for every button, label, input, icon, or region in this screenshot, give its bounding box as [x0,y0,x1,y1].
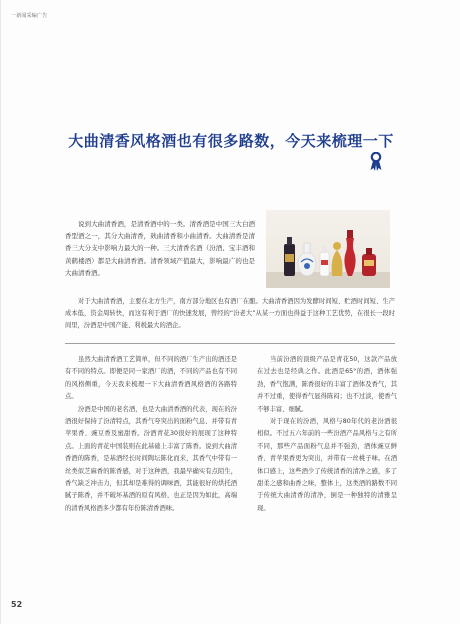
intro-text-block [65,218,255,279]
wide-paragraph: 对于大曲清香酒，主要在北方生产，南方部分地区也有酒厂在酿。大曲清香酒因为发酵时间短、贮酒时间短、生产成本低，资金周转快，而这有利于酒厂的快速发展，曾经的“汾老大”从某一方面也得益于这种工艺优势，在很长一段时间里，汾酒是中国产能、利税最大的酒企。 [65,298,395,330]
right-paragraph: 当前汾酒的顶级产品是青花50，这款产品放在过去也是经典之作。此酒是65°的酒，酒体强劲，香气饱满，陈香很好的丰富了酒体及香气，其并不过重，使得香气显得陈闷；也不过淡，使香气不够丰富、细腻。 [257,356,397,413]
liquor-bottles-photo [266,210,390,288]
right-paragraph: 对于现在的汾酒，风格与80年代的老汾酒很相似。不过五六年前的一些汾酒产品风格与之有所不同，那些产品面粉气息并不强劲，酒体豌豆鲜香、青苹果香更为突出，并带有一丝桃子味。在酒体口感上，这些酒少了传统清香的清净之感，多了甜柔之感和曲香之味，整体上，这类酒的路数不同于传统大曲清香的清净，倒是一种独特的清雅呈现。 [257,418,397,512]
page-number: 52 [11,600,23,609]
wide-text-block [65,296,395,333]
intro-paragraph: 说到大曲清香酒，是清香酒中的一类。清香酒是中国三大白酒香型酒之一，其分大曲清香，麸曲清香和小曲清香。大曲清香是清香三大分支中影响力最大的一种。三大清香名酒（汾酒、宝丰酒和黄鹤楼酒）都是大曲清香酒。清香领域产值最大，影响最广的也是大曲清香酒。 [65,220,255,277]
section-tag [11,12,47,19]
article-title: 大曲清香风格酒也有很多路数，今天来梳理一下 [68,132,394,150]
right-column [257,354,397,515]
left-paragraph: 虽然大曲清香酒工艺简单，但不同的酒厂生产出的酒还是有不同的特点。即便是同一家酒厂的酒，不同的产品也有不同的风格侧重，今天我来梳理一下大曲清香酒风格酒的各路特点。 [65,356,237,401]
section-divider [65,343,395,344]
section-tag-text: 一新闻采编广告 [11,13,48,19]
left-column [65,354,237,515]
left-paragraph: 汾酒是中国的老名酒，也是大曲清香酒的代表，现在的汾酒很好保持了汾清特点，其香气夸突出的面粉气息、并带有青苹果香、豌豆香及蜜甜香。汾酒青花30很好的展现了这种特点。上面的青花中国装则在此基础上丰富了陈香。说到大曲清香酒的陈香，是基酒经长时间陶坛陈化而来，其香气中带有一丝类似芝麻香的陈香感，对于这种酒，我最早确实有点陌生，香气缺乏冲击力，但其却是难得的调味酒，其能很好的烘托酒腻子陈香，并不破坏基酒的原有风格，也正是因为如此，高端的清香风格酒多少都有年份陈清香酒味。 [65,405,237,512]
ribbon-icon [369,152,383,172]
